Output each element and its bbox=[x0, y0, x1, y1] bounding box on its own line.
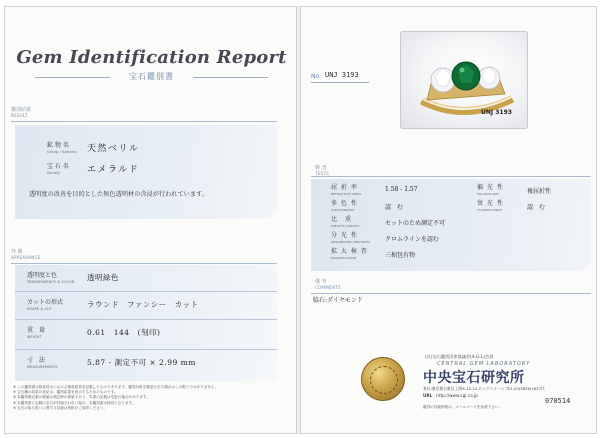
note-line: ※ この鑑別書は検査時点における検査結果を記載したものであります。鑑別対象を確認された場合はこの限りではありません。 bbox=[13, 385, 219, 389]
result-heading: 鑑別結果 RESULT bbox=[11, 107, 32, 118]
test-value: 認 む bbox=[385, 204, 404, 211]
test-label: 屈 折 率 REFRACTIVE INDEX bbox=[331, 184, 362, 196]
divider bbox=[311, 82, 369, 83]
appearance-row-label: 寸 法 MEASUREMENTS bbox=[27, 357, 58, 369]
divider bbox=[15, 349, 277, 350]
report-subtitle-block bbox=[35, 71, 268, 83]
lab-association: (社)宝石鑑別団体協議会(A.G.L)会員 bbox=[425, 354, 494, 359]
divider bbox=[15, 291, 277, 292]
comments-heading: 備 考 COMMENTS bbox=[315, 279, 341, 290]
test-label: 拡 大 検 査 MAGNIFICATION bbox=[331, 248, 368, 260]
lab-name-en: CENTRAL GEM LABORATORY bbox=[437, 361, 531, 367]
variety-label: 宝 石 名 Variety bbox=[47, 163, 69, 175]
species-label: 鉱 物 名 Group / Species bbox=[47, 142, 77, 154]
appearance-row-value: 透明緑色 bbox=[87, 273, 119, 282]
appearance-row-label: カットの形式 SHAPE & CUT bbox=[27, 299, 63, 311]
divider bbox=[193, 77, 268, 78]
test-label: 偏 光 性 POLARISCOPE bbox=[477, 184, 504, 196]
test-value: 三相包有物 bbox=[385, 252, 416, 259]
test-value: 複屈折性 bbox=[527, 188, 552, 195]
appearance-row-value: 5.87 - 測定不可 × 2.99 mm bbox=[87, 358, 196, 367]
test-value: セットのため測定不可 bbox=[385, 220, 446, 227]
report-left-page bbox=[4, 6, 297, 434]
result-remark: 透明度の改善を目的とした無色透明材の含浸が行われています。 bbox=[29, 191, 208, 198]
serial-number: 070514 bbox=[545, 397, 571, 405]
report-title: Gem Identification Report bbox=[16, 47, 287, 68]
test-value: 認 む bbox=[527, 204, 546, 211]
report-subtitle: 宝石鑑別書 bbox=[129, 72, 174, 81]
test-label: 比 重 SPECIFIC GRAVITY bbox=[331, 216, 360, 228]
report-notes bbox=[13, 385, 283, 411]
report-number: UNJ 3193 bbox=[325, 71, 359, 79]
note-line: ※ 本鑑別書に記載の宝石が付属されない場合、本鑑別書は無効となります。 bbox=[13, 400, 136, 405]
lab-note: 鑑別の詳細情報は、ホームページを参照下さい。 bbox=[423, 405, 502, 409]
divider bbox=[311, 293, 591, 294]
appearance-row-value: ラウンド ファンシー カット bbox=[87, 300, 199, 309]
photo-caption: UNJ 3193 bbox=[481, 109, 512, 116]
note-line: ※ 本鑑別書記載の数値は測定時の数値であり、本書の記載は変更の場合があります。 bbox=[13, 395, 150, 400]
species-value: 天然ベリル bbox=[87, 144, 140, 154]
divider bbox=[311, 176, 591, 177]
lab-url: URL http://www.cgl.co.jp bbox=[423, 393, 478, 398]
report-right-page bbox=[300, 6, 597, 434]
report-number-label: No. bbox=[311, 73, 321, 80]
laboratory-seal bbox=[361, 357, 405, 401]
divider bbox=[15, 319, 277, 320]
appearance-row-value: 0.61 144 (刻印) bbox=[87, 328, 161, 337]
test-label: 蛍 光 性 FLUORESCENCE bbox=[477, 200, 504, 212]
comment-text: 脇石:ダイヤモンド bbox=[313, 297, 363, 304]
test-value: クロムラインを認む bbox=[385, 236, 439, 243]
lab-address: 本社:東京都台東区上野5-15-14 ロックストーン TEL.03(3836)1627代 bbox=[423, 386, 545, 391]
lab-name-jp: 中央宝石研究所 bbox=[423, 370, 525, 386]
note-line: ※ 宝石の取り扱いに関する詳細は別紙をご参照ください。 bbox=[13, 405, 107, 410]
note-line: ※ 宝石種の結果の表記は、鑑別結果を表示するためのものです。 bbox=[13, 390, 118, 395]
appearance-row-label: 重 量 WEIGHT bbox=[27, 327, 46, 339]
test-label: 多 色 性 PLEOCHROISM bbox=[331, 200, 358, 212]
divider bbox=[11, 121, 277, 122]
appearance-heading: 外 観 APPEARANCE bbox=[11, 249, 41, 260]
test-label: 分 光 性 ABSORPTION SPECTRUM bbox=[331, 232, 370, 244]
test-value: 1.58 - 1.57 bbox=[385, 186, 418, 193]
variety-value: エメラルド bbox=[87, 165, 140, 175]
tests-heading: 検 査 TESTS bbox=[315, 165, 329, 176]
appearance-row-label: 透明度と色 TRANSPARENCY & COLOR bbox=[27, 272, 75, 284]
result-panel bbox=[15, 125, 277, 219]
divider bbox=[11, 263, 277, 264]
